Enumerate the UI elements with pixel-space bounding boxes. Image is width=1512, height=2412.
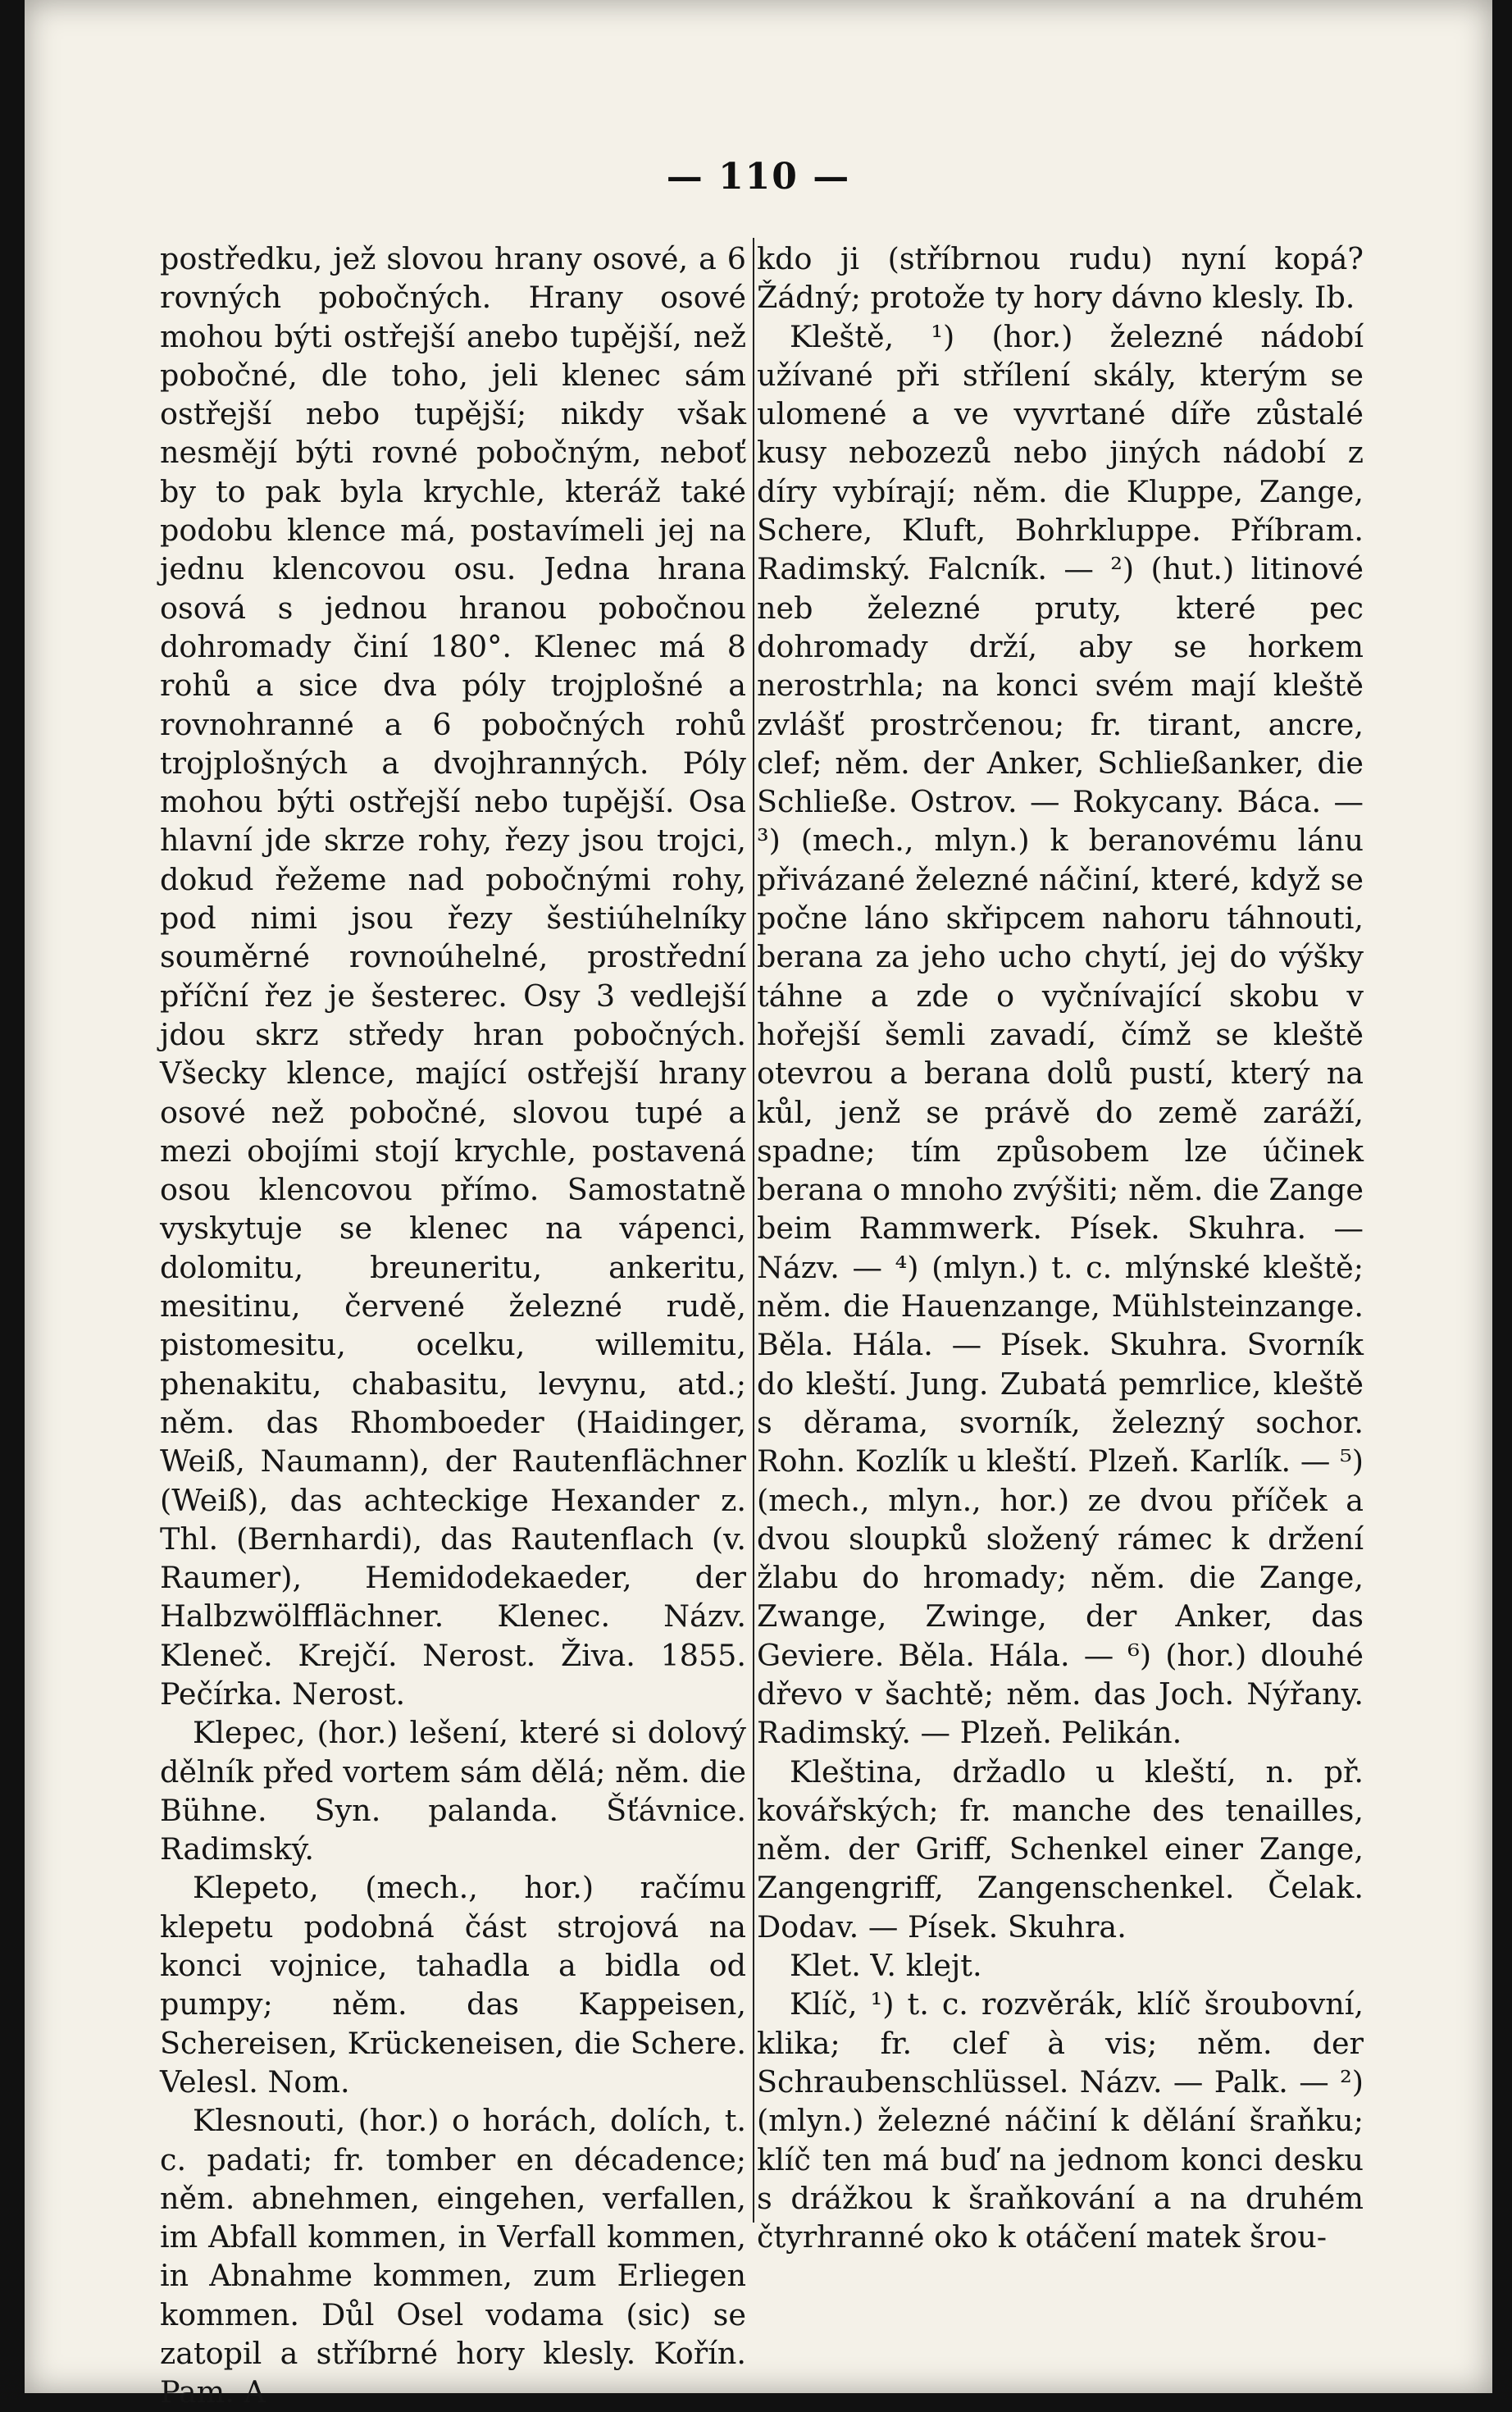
entry-klestina: Kleština, držadlo u kleští, n. př. kovářských; fr. manche des tenailles, něm. der Griff, Schenkel einer Zange, Zangengriff, Zangenschenkel. Čelak. Dodav. — Písek. Skuhra. <box>757 1753 1364 1945</box>
entry-klesnouti: Klesnouti, (hor.) o horách, dolích, t. c. padati; fr. tomber en décadence; něm. abnehmen, eingehen, verfallen, im Abfall kommen, in Verfall kommen, in Abnahme kommen, zum Erliegen kommen. Důl Osel vodama (sic) se zatopil a stříbrné hory klesly. Kořín. Pam. A <box>160 2103 746 2410</box>
left-column <box>160 239 746 2412</box>
right-column <box>757 239 1364 2256</box>
right-continuation: kdo ji (stříbrnou rudu) nyní kopá? Žádný; protože ty hory dávno klesly. Ib. <box>757 241 1364 316</box>
left-paragraph: postředku, jež slovou hrany osové, a 6 rovných pobočných. Hrany osové mohou býti ostřejší anebo tupější, než pobočné, dle toho, jeli klenec sám ostřejší nebo tupější; nikdy však nesmějí býti rovné pobočným, neboť by to pak byla krychle, kteráž také podobu klence má, postavímeli jej na jednu klencovou osu. Jedna hrana osová s jednou hranou pobočnou dohromady činí 180°. Klenec má 8 rohů a sice dva póly trojplošné a rovnohranné a 6 pobočných rohů trojplošných a dvojhranných. Póly mohou býti ostřejší nebo tupější. Osa hlavní jde skrze rohy, řezy jsou trojci, dokud řežeme nad pobočnými rohy, pod nimi jsou řezy šestiúhelníky souměrné rovnoúhelné, prostřední příční řez je šesterec. Osy 3 vedlejší jdou skrz středy hran pobočných. Všecky klence, mající ostřejší hrany osové než pobočné, slovou tupé a mezi obojími stojí krychle, postavená osou klencovou přímo. Samostatně vyskytuje se klenec na vápenci, dolomitu, breuneritu, ankeritu, mesitinu, červené železné rudě, pistomesitu, ocelku, willemitu, phenakitu, chabasitu, levynu, atd.; něm. das Rhomboeder (Haidinger, Weiß, Naumann), der Rautenflächner (Weiß), das achteckige Hexander z. Thl. (Bernhardi), das Rautenflach (v. Raumer), Hemidodekaeder, der Halbzwölfflächner. Klenec. Názv. Kleneč. Krejčí. Nerost. Živa. 1855. Pečírka. Nerost. <box>160 241 746 1712</box>
entry-klic: Klíč, ¹) t. c. rozvěrák, klíč šroubovní, klika; fr. clef à vis; něm. der Schraubenschlüssel. Názv. — Palk. — ²) (mlyn.) železné náčiní k dělání šraňku; klíč ten má buď na jednom konci desku s drážkou k šraňkování a na druhém čtyrhranné oko k otáčení matek šrou- <box>757 1986 1364 2255</box>
entry-klepec: Klepec, (hor.) lešení, které si dolový dělník před vortem sám dělá; něm. die Bühne. Syn. palanda. Šťávnice. Radimský. <box>160 1715 746 1867</box>
entry-klet: Klet. V. klejt. <box>790 1948 982 1984</box>
entry-klepeto: Klepeto, (mech., hor.) račímu klepetu podobná část strojová na konci vojnice, tahadla a bidla od pumpy; něm. das Kappeisen, Schereisen, Krückeneisen, die Schere. Velesl. Nom. <box>160 1870 746 2100</box>
column-divider <box>753 238 754 2223</box>
entry-kleste: Kleště, ¹) (hor.) železné nádobí užívané při střílení skály, kterým se ulomené a ve vyvrtané díře zůstalé kusy nebozezů nebo jiných nádobí z díry vybírají; něm. die Kluppe, Zange, Schere, Kluft, Bohrkluppe. Příbram. Radimský. Falcník. — ²) (hut.) litinové neb železné pruty, které pec dohromady drží, aby se horkem nerostrhla; na konci svém mají kleště zvlášť prostrčenou; fr. tirant, ancre, clef; něm. der Anker, Schließanker, die Schließe. Ostrov. — Rokycany. Báca. — ³) (mech., mlyn.) k beranovému lánu přivázané železné náčiní, které, když se počne láno skřipcem nahoru táhnouti, berana za jeho ucho chytí, jej do výšky táhne a zde o vyčnívající skobu v hořejší šemli zavadí, čímž se kleště otevrou a berana dolů pustí, který na kůl, jenž se právě do země zaráží, spadne; tím způsobem lze účinek berana o mnoho zvýšiti; něm. die Zange beim Rammwerk. Písek. Skuhra. — Názv. — ⁴) (mlyn.) t. c. mlýnské kleště; něm. die Hauenzange, Mühlsteinzange. Běla. Hála. — Písek. Skuhra. Svorník do kleští. Jung. Zubatá pemrlice, kleště s děrama, svorník, železný sochor. Rohn. Kozlík u kleští. Plzeň. Karlík. — ⁵) (mech., mlyn., hor.) ze dvou příček a dvou sloupků složený rámec k držení žlabu do hromady; něm. die Zange, Zwange, Zwinge, der Anker, das Geviere. Běla. Hála. — ⁶) (hor.) dlouhé dřevo v šachtě; něm. das Joch. Nýřany. Radimský. — Plzeň. Pelikán. <box>757 318 1364 1751</box>
page <box>25 0 1492 2410</box>
page-number: — 110 — <box>666 156 851 198</box>
